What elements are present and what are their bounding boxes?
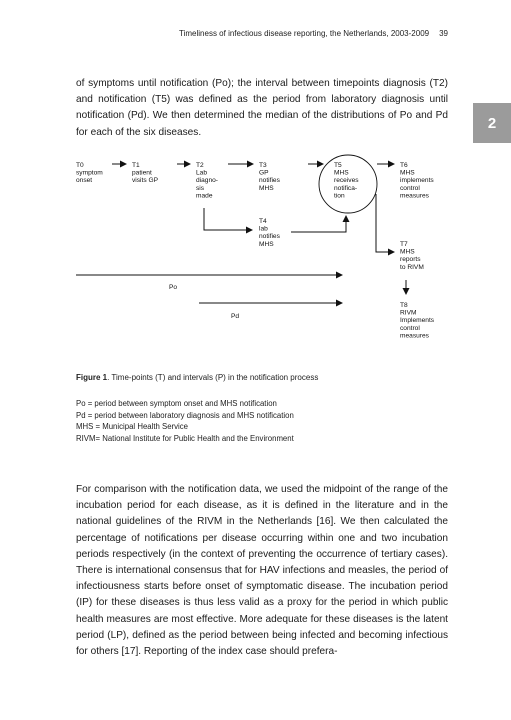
node-label-line: T5 [334, 162, 342, 169]
node-label-line: T7 [400, 241, 408, 248]
node-label-line: MHS [400, 169, 415, 177]
node-label-line: diagno- [196, 177, 218, 185]
node-label-line: lab [259, 225, 268, 233]
node-label-line: measures [400, 332, 429, 340]
node-label-line: tion [334, 192, 345, 200]
node-label-line: implements [400, 177, 434, 185]
node-label-line: Lab [196, 169, 208, 177]
node-label-line: reports [400, 256, 421, 264]
node-label-line: MHS [400, 248, 415, 256]
node-t2 [196, 162, 218, 199]
node-label-line: MHS [259, 240, 274, 248]
body-paragraph-2: For comparison with the notification data, we used the midpoint of the range of the incubation period for each disease, as it is defined in the literature and in the national guidelines of the RIVM in the Netherlands [16]. We then calculated the percentage of notifications per disease occurring within one and two incubation periods respectively (in the context of preventing the occurrence of tertiary cases). There is international consensus that for HAV infections and measles, the period of infectiousness starts before onset of symptomatic disease. The incubation period (IP) for these diseases is thus less valid as a proxy for the period in which public health measures are most effective. More adequate for these diseases is the latent period (LP), defined as the period between being infected and becoming infectious for others [17]. Reporting of the index case should prefera- [76, 484, 448, 658]
node-label-line: patient [132, 169, 152, 177]
node-label-line: visits GP [132, 177, 159, 185]
node-t6 [400, 162, 434, 199]
node-t8 [400, 302, 435, 339]
arrow-t5-t7 [376, 194, 394, 252]
node-label-line: T4 [259, 218, 267, 225]
node-label-line: notifies [259, 233, 280, 241]
node-label-line: MHS [334, 169, 349, 177]
node-label-line: T2 [196, 162, 204, 169]
legend-item: MHS = Municipal Health Service [76, 422, 189, 432]
node-label-line: T0 [76, 162, 84, 169]
running-title: Timeliness of infectious disease reporting, the Netherlands, 2003-2009 [179, 29, 430, 38]
node-label-line: T3 [259, 162, 267, 169]
node-label-line: GP [259, 169, 269, 177]
arrow-t4-t5 [291, 216, 346, 232]
legend-item: Po = period between symptom onset and MHS notification [76, 399, 277, 408]
node-label-line: notifica- [334, 184, 358, 192]
running-header [0, 29, 448, 38]
node-label-line: control [400, 184, 420, 192]
node-label-line: onset [76, 177, 93, 185]
figure-1 [76, 152, 476, 382]
node-label-line: to RIVM [400, 263, 424, 271]
figure-caption-text: . Time-points (T) and intervals (P) in the notification process [107, 373, 319, 382]
arrow-t2-t4 [204, 208, 252, 230]
legend-item: Pd = period between laboratory diagnosis and MHS notification [76, 410, 294, 420]
node-label-line: RIVM [400, 309, 417, 317]
node-label-line: T1 [132, 162, 140, 169]
node-label-line: MHS [259, 184, 274, 192]
node-label-line: receives [334, 177, 359, 185]
node-label-line: T6 [400, 162, 408, 169]
node-label-line: sis [196, 184, 205, 192]
node-label-line: made [196, 192, 213, 200]
node-t0 [76, 162, 103, 184]
body-paragraph-1: of symptoms until notification (Po); the interval between timepoints diagnosis (T2) and notification (T5) was defined as the period from laboratory diagnosis until notification (Pd). We then determined the median of the distributions of Po and Pd for each of the six diseases. [76, 78, 448, 138]
node-t4 [259, 218, 281, 248]
chapter-tab: 2 [473, 103, 511, 143]
node-t1 [132, 162, 159, 184]
abbreviation-legend [76, 398, 294, 444]
pd-label: Pd [231, 313, 240, 320]
node-label-line: T8 [400, 302, 408, 309]
figure-caption-label: Figure 1 [76, 373, 108, 382]
node-label-line: notifies [259, 177, 280, 185]
node-t7 [400, 241, 424, 271]
node-label-line: control [400, 324, 420, 332]
node-label-line: measures [400, 192, 429, 200]
page-number: 39 [439, 29, 448, 38]
node-label-line: Implements [400, 317, 435, 325]
legend-item: RIVM= National Institute for Public Health and the Environment [76, 433, 294, 443]
node-t3 [259, 162, 281, 192]
node-t5 [334, 162, 359, 199]
po-label: Po [169, 284, 178, 291]
node-label-line: symptom [76, 169, 103, 177]
figure-caption [76, 373, 318, 382]
